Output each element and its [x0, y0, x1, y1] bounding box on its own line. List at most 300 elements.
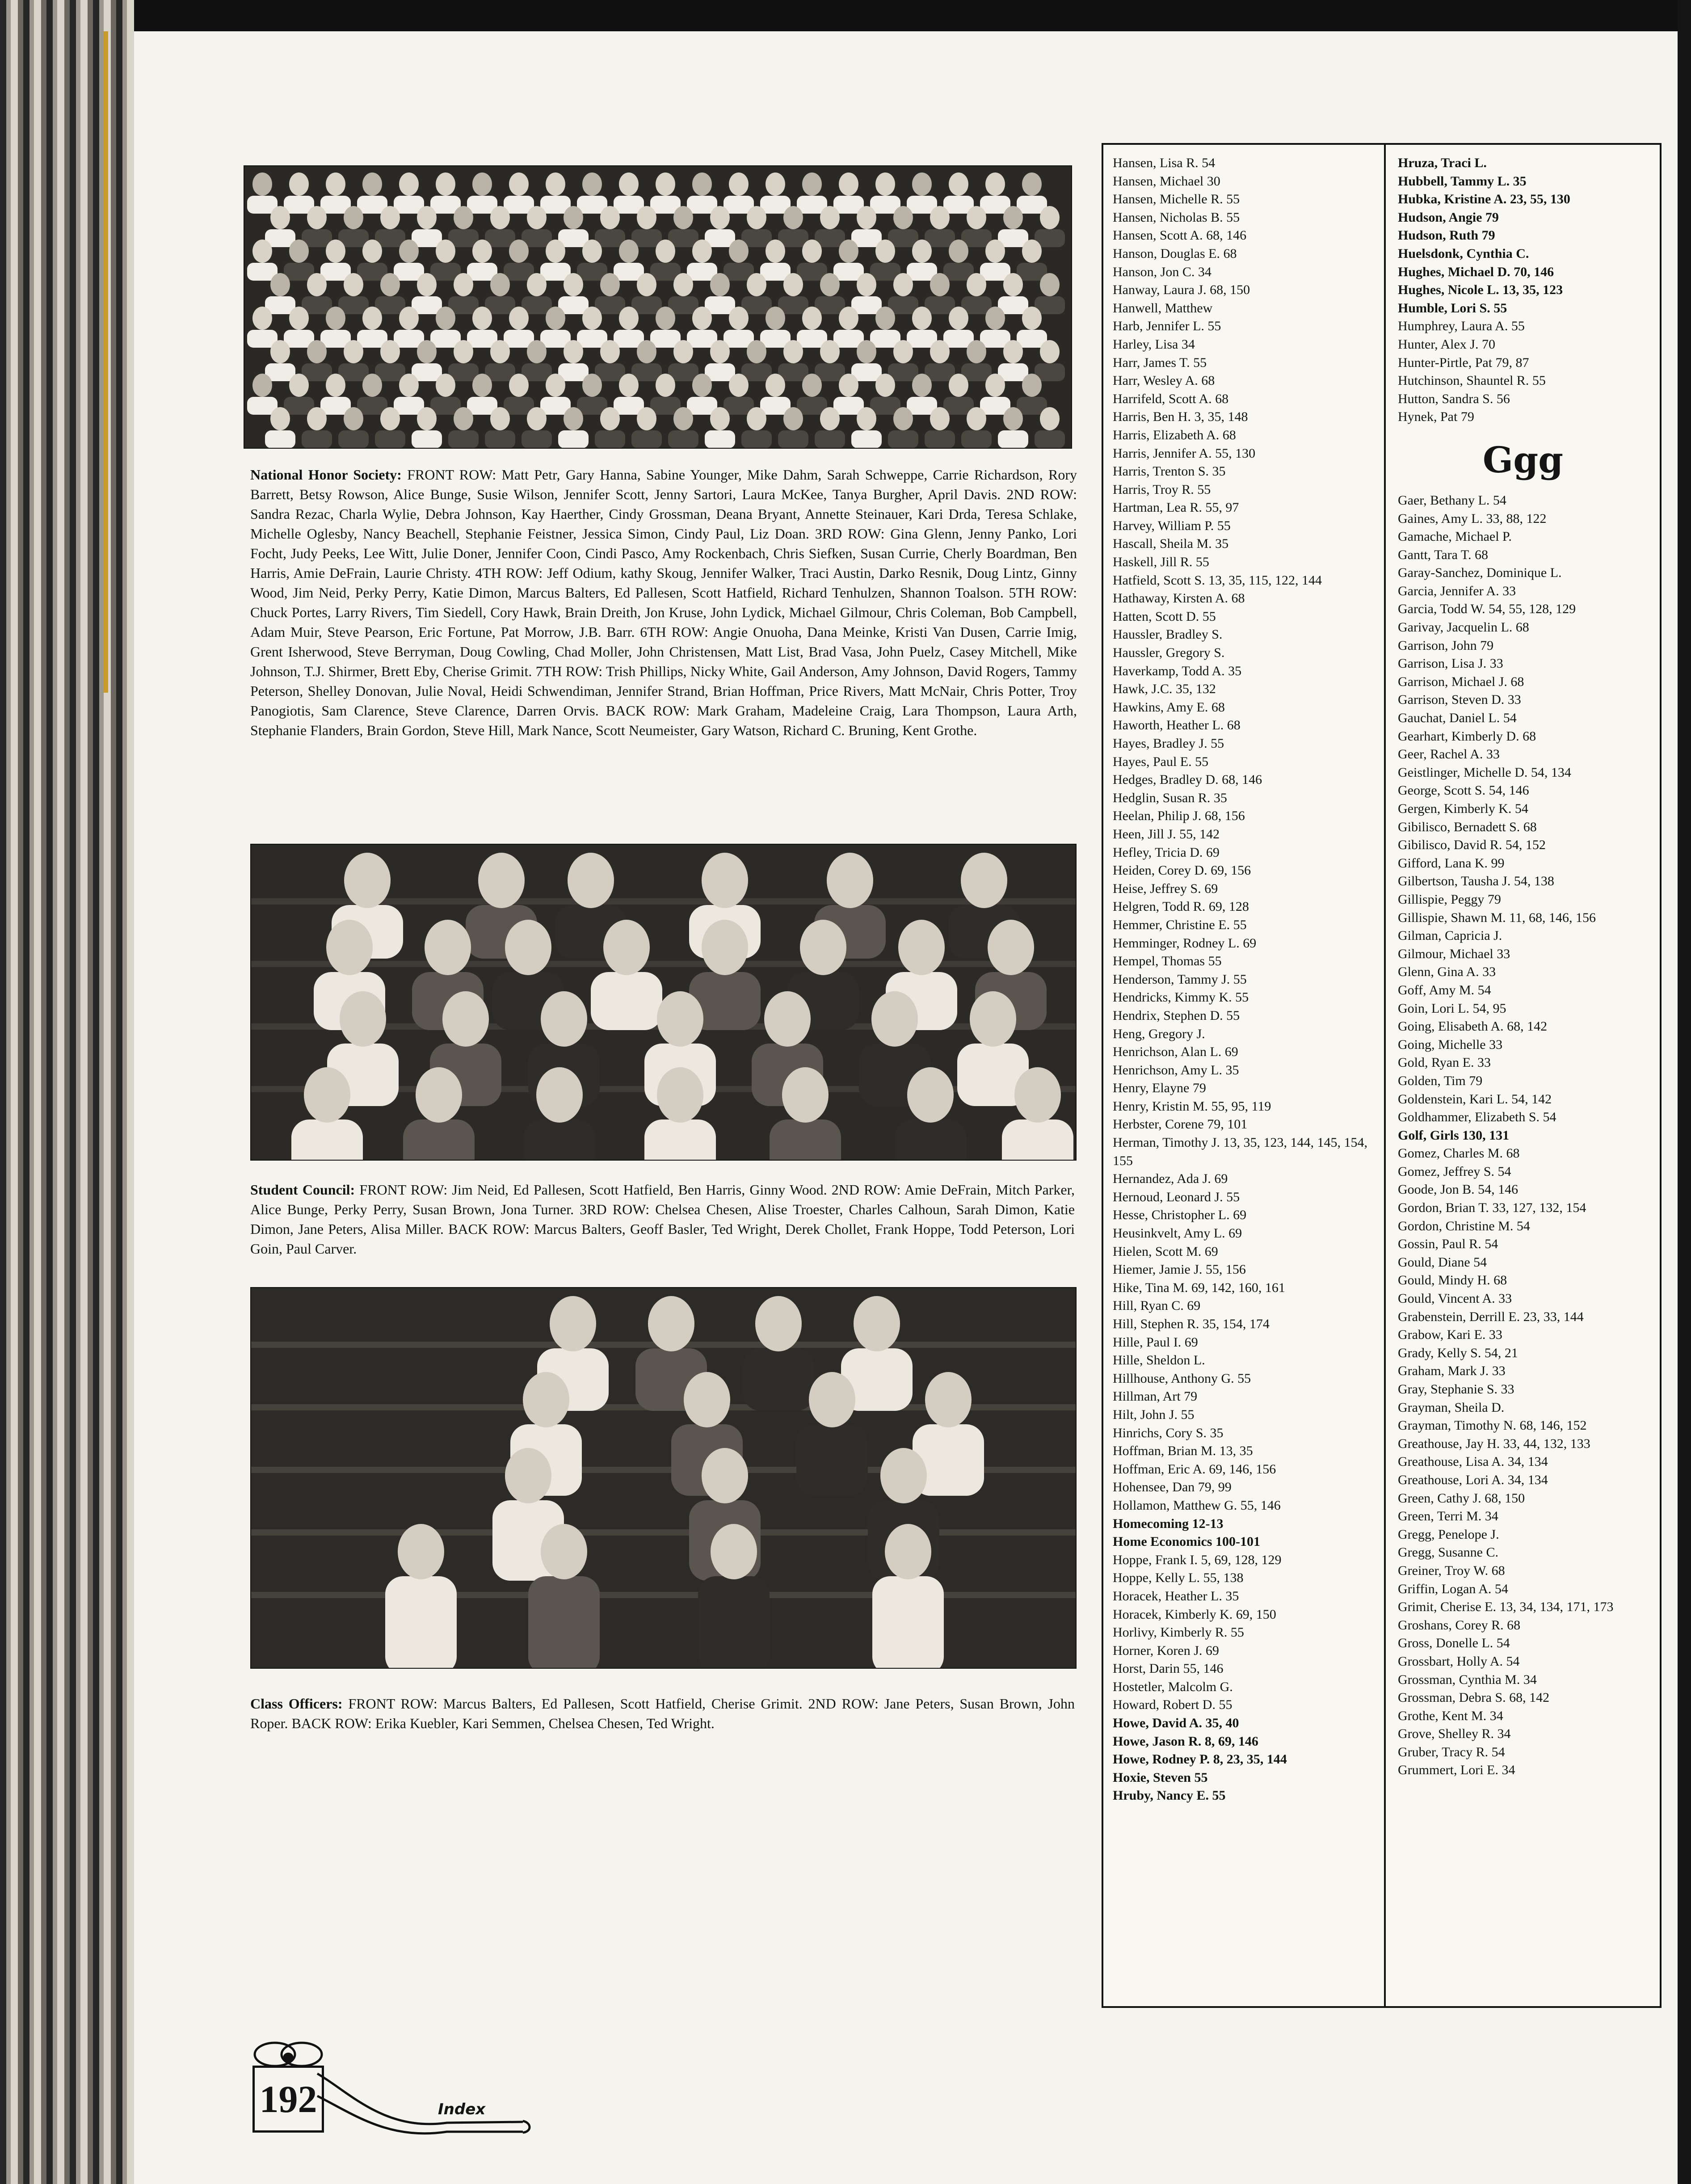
index-entry: Hille, Paul I. 69: [1113, 1334, 1198, 1350]
index-entry: Hatfield, Scott S. 13, 35, 115, 122, 144: [1113, 572, 1322, 588]
index-entry: Gruber, Tracy R. 54: [1398, 1744, 1505, 1759]
student-head: [619, 374, 639, 397]
student-head: [454, 340, 473, 363]
index-entry: Gantt, Tara T. 68: [1398, 547, 1489, 562]
student-head: [692, 374, 712, 397]
student-head: [657, 991, 703, 1047]
index-entry: Gordon, Brian T. 33, 127, 132, 154: [1398, 1200, 1586, 1216]
index-entry: Henderson, Tammy J. 55: [1113, 972, 1247, 987]
student-head: [857, 407, 876, 430]
student-head: [985, 240, 1005, 263]
index-entry: Hayes, Bradley J. 55: [1113, 736, 1224, 751]
index-entry: Hawk, J.C. 35, 132: [1113, 682, 1216, 697]
index-entry: Hayes, Paul E. 55: [1113, 754, 1209, 769]
index-entry: Hudson, Angie 79: [1398, 210, 1499, 225]
student-head: [490, 273, 510, 296]
student-head: [582, 173, 602, 196]
student-body: [302, 430, 332, 448]
student-body: [528, 1576, 600, 1668]
student-head: [857, 340, 876, 363]
student-body: [888, 430, 918, 448]
index-entry: Geer, Rachel A. 33: [1398, 747, 1500, 762]
student-head: [600, 273, 620, 296]
student-head: [930, 407, 950, 430]
student-head: [766, 374, 785, 397]
index-entry: Hansen, Michael 30: [1113, 173, 1220, 189]
letter-heading-g: Ggg: [1482, 438, 1564, 481]
student-head: [967, 340, 986, 363]
index-column-1: [1113, 154, 1376, 1805]
student-head: [729, 374, 749, 397]
index-entry: Goldenstein, Kari L. 54, 142: [1398, 1091, 1552, 1107]
index-entry: Gould, Diane 54: [1398, 1254, 1487, 1270]
index-entry: Harb, Jennifer L. 55: [1113, 319, 1221, 334]
student-head: [783, 206, 803, 229]
index-entry: Gilbertson, Tausha J. 54, 138: [1398, 874, 1554, 889]
student-body: [524, 1119, 595, 1160]
student-head: [362, 374, 382, 397]
index-entry: Hutton, Sandra S. 56: [1398, 391, 1510, 406]
index-entry: Gould, Mindy H. 68: [1398, 1273, 1507, 1288]
student-head: [454, 407, 473, 430]
student-head: [637, 407, 656, 430]
student-head: [875, 374, 895, 397]
index-entry: Hutchinson, Shauntel R. 55: [1398, 373, 1546, 388]
student-body: [705, 430, 735, 448]
student-head: [326, 307, 345, 330]
student-head: [802, 374, 822, 397]
index-entry: Hill, Stephen R. 35, 154, 174: [1113, 1317, 1270, 1331]
index-entry: Goode, Jon B. 54, 146: [1398, 1182, 1519, 1197]
index-entry: Hedges, Bradley D. 68, 146: [1113, 772, 1262, 787]
index-entry: Hernandez, Ada J. 69: [1113, 1171, 1228, 1187]
student-head: [619, 307, 639, 330]
index-entry: Henry, Kristin M. 55, 95, 119: [1113, 1098, 1271, 1114]
index-entry: Hostetler, Malcolm G.: [1113, 1679, 1233, 1694]
index-entry: Goin, Lori L. 54, 95: [1398, 1001, 1506, 1016]
student-body: [291, 1119, 363, 1160]
group-photo-council: [251, 845, 1076, 1160]
student-head: [967, 206, 986, 229]
student-body: [796, 1424, 868, 1496]
student-body: [961, 430, 992, 448]
student-head: [875, 307, 895, 330]
student-head: [839, 240, 858, 263]
index-entry: Golden, Tim 79: [1398, 1073, 1483, 1088]
caption-officers-heading: Class Officers:: [250, 1696, 343, 1712]
student-head: [692, 307, 712, 330]
student-body: [375, 430, 405, 448]
index-entry: Hillhouse, Anthony G. 55: [1113, 1371, 1251, 1386]
student-head: [527, 206, 547, 229]
student-head: [564, 407, 583, 430]
student-head: [252, 240, 272, 263]
index-entry: Haussler, Gregory S.: [1113, 645, 1225, 661]
index-entry: Horlivy, Kimberly R. 55: [1113, 1625, 1244, 1640]
student-head: [289, 307, 309, 330]
index-entry: Haworth, Heather L. 68: [1113, 718, 1241, 733]
index-entry: Haverkamp, Todd A. 35: [1113, 663, 1242, 678]
ribbon-icon: [313, 2065, 536, 2136]
student-head: [399, 240, 419, 263]
student-head: [490, 407, 510, 430]
index-entry: Henry, Elayne 79: [1113, 1081, 1206, 1096]
student-head: [930, 206, 950, 229]
student-head: [930, 273, 950, 296]
index-entry: Greathouse, Lisa A. 34, 134: [1398, 1454, 1548, 1469]
index-entry: Greathouse, Jay H. 33, 44, 132, 133: [1398, 1436, 1590, 1451]
student-head: [820, 206, 840, 229]
footer-index-label: Index: [438, 2100, 486, 2118]
student-head: [399, 374, 419, 397]
index-entry: Gaines, Amy L. 33, 88, 122: [1398, 511, 1547, 526]
student-head: [289, 374, 309, 397]
student-head: [454, 273, 473, 296]
student-head: [380, 407, 400, 430]
index-entry: Gold, Ryan E. 33: [1398, 1055, 1491, 1070]
student-head: [568, 853, 614, 908]
student-body: [595, 430, 625, 448]
index-entry: Hughes, Michael D. 70, 146: [1398, 264, 1554, 279]
index-entry: Harris, Trenton S. 35: [1113, 464, 1226, 479]
student-head: [880, 1448, 927, 1503]
index-entry: Gauchat, Daniel L. 54: [1398, 711, 1517, 726]
student-head: [326, 173, 345, 196]
index-entry: Hemminger, Rodney L. 69: [1113, 935, 1257, 951]
index-entry: Hollamon, Matthew G. 55, 146: [1113, 1498, 1281, 1513]
page-edge-gold: [104, 31, 108, 693]
student-head: [710, 407, 730, 430]
student-head: [783, 273, 803, 296]
index-entry: Hanway, Laura J. 68, 150: [1113, 282, 1250, 298]
student-head: [546, 173, 565, 196]
index-entry: Hempel, Thomas 55: [1113, 954, 1222, 969]
student-head: [417, 340, 437, 363]
student-head: [252, 374, 272, 397]
student-head: [252, 173, 272, 196]
student-head: [340, 991, 386, 1047]
student-head: [871, 991, 918, 1047]
index-entry: Harr, James T. 55: [1113, 355, 1207, 370]
student-head: [802, 240, 822, 263]
student-head: [564, 340, 583, 363]
student-head: [436, 374, 455, 397]
student-head: [454, 206, 473, 229]
index-entry: Gilman, Capricia J.: [1398, 928, 1502, 943]
student-body: [385, 1576, 457, 1668]
student-body: [522, 430, 552, 448]
student-head: [684, 1372, 730, 1427]
student-head: [472, 374, 492, 397]
student-head: [985, 307, 1005, 330]
student-head: [949, 374, 968, 397]
index-entry: Hubbell, Tammy L. 35: [1398, 173, 1527, 189]
student-head: [930, 340, 950, 363]
student-head: [839, 173, 858, 196]
student-head: [839, 374, 858, 397]
index-entry: Hedglin, Susan R. 35: [1113, 790, 1227, 805]
student-head: [766, 240, 785, 263]
index-entry: Grayman, Timothy N. 68, 146, 152: [1398, 1418, 1587, 1433]
index-entry: Horacek, Kimberly K. 69, 150: [1113, 1607, 1276, 1622]
index-entry: Hubka, Kristine A. 23, 55, 130: [1398, 192, 1570, 207]
index-entry: Helgren, Todd R. 69, 128: [1113, 899, 1249, 914]
student-body: [998, 430, 1028, 448]
index-entry: Hansen, Nicholas B. 55: [1113, 210, 1240, 225]
index-entry: Heusinkvelt, Amy L. 69: [1113, 1226, 1242, 1241]
index-entry: Gordon, Christine M. 54: [1398, 1218, 1530, 1233]
student-head: [673, 407, 693, 430]
index-entry: Hesse, Christopher L. 69: [1113, 1208, 1247, 1223]
index-entry: Glenn, Gina A. 33: [1398, 964, 1496, 980]
caption-nhs-text: FRONT ROW: Matt Petr, Gary Hanna, Sabine Younger, Mike Dahm, Sarah Schweppe, Carrie Richardson, Rory Barrett, Betsy Rowson, Alice Bunge, Susie Wilson, Jennifer Scott, Jenny Sartori, Laura McKee, Tanya Burgher, April Davis. 2ND ROW: Sandra Rezac, Charla Wylie, Debra Johnson, Kay Haerther, Cindy Grossman, Deana Bryant, Annette Steinauer, Kari Drda, Teresa Schlake, Michelle Oglesby, Nancy Beachell, Stephanie Feistner, Jessica Simon, Cindy Paul, Liz Doan. 3RD ROW: Gina Glenn, Jenny Panko, Lori Focht, Judy Peeks, Lee Witt, Julie Doner, Jennifer Coon, Cindi Pasco, Amy Rockenbach, Chris Siefken, Susan Currie, Cherly Boardman, Ben Harris, Amie DeFrain, Laurie Christy. 4TH ROW: Jeff Odium, kathy Skoug, Jennifer Walker, Traci Austin, Darko Resnik, Doug Lintz, Ginny Wood, Jim Neid, Perky Perry, Katie Dimon, Marcus Balters, Ed Pallesen, Scott Hatfield, Richard Tenhulzen, Shannon Toalson. 5TH ROW: Chuck Portes, Larry Rivers, Tim Siedell, Cory Hawk, Brain Dreith, Jon Kruse, John Lydick, Michael Gilmour, Chris Coleman, Bob Campbell, Adam Muir, Steve Pearson, Eric Fortune, Pat Morrow, J.B. Barr. 6TH ROW: Angie Onuoha, Dana Meinke, Kristi Van Dusen, Carrie Imig, Grent Isherwood, Steve Berryman, Doug Cowling, Chad Moller, John Christensen, Matt List, Brad Vasa, John Puelz, Casey Mitchell, Mike Johnson, T.J. Shirmer, Brett Eby, Cherise Grimit. 7TH ROW: Trish Phillips, Nicky White, Gail Anderson, Amy Johnson, David Rogers, Tammy Peterson, Shelley Donovan, Julie Noval, Heidi Schwendiman, Jennifer Strand, Brian Hoffman, Price Rivers, Matt McNair, Chris Potter, Troy Panogiotis, Sam Clarence, Steve Clarence, Darren Orvis. BACK ROW: Mark Graham, Madeleine Craig, Lara Thompson, Laura Arth, Stephanie Flanders, Brain Gordon, Steve Hill, Mark Nance, Scott Neumeister, Gary Watson, Richard C. Bruning, Kent Grothe.: [250, 467, 1077, 738]
index-entry: Goff, Amy M. 54: [1398, 982, 1491, 997]
student-head: [783, 407, 803, 430]
student-head: [766, 307, 785, 330]
student-head: [673, 340, 693, 363]
index-entry: Gomez, Jeffrey S. 54: [1398, 1164, 1511, 1179]
student-head: [546, 240, 565, 263]
student-head: [523, 1372, 569, 1427]
index-entry: Grothe, Kent M. 34: [1398, 1708, 1503, 1723]
index-entry: Harley, Lisa 34: [1113, 337, 1195, 352]
student-head: [857, 273, 876, 296]
index-entry: Hohensee, Dan 79, 99: [1113, 1480, 1232, 1495]
index-entry: Groshans, Corey R. 68: [1398, 1617, 1521, 1633]
index-entry: George, Scott S. 54, 146: [1398, 783, 1529, 798]
student-head: [564, 273, 583, 296]
index-entry: Hruby, Nancy E. 55: [1113, 1788, 1226, 1803]
student-head: [747, 273, 766, 296]
student-body: [815, 430, 845, 448]
student-body: [448, 430, 479, 448]
index-entry: Goldhammer, Elizabeth S. 54: [1398, 1110, 1556, 1125]
student-head: [970, 991, 1016, 1047]
index-entry: Graham, Mark J. 33: [1398, 1363, 1506, 1379]
index-entry: Haskell, Jill R. 55: [1113, 555, 1209, 570]
student-head: [893, 206, 913, 229]
student-head: [857, 206, 876, 229]
student-head: [417, 407, 437, 430]
student-head: [782, 1067, 829, 1123]
index-entry: Harvey, William P. 55: [1113, 518, 1231, 533]
student-head: [710, 273, 730, 296]
student-head: [541, 1524, 587, 1579]
student-head: [1014, 1067, 1061, 1123]
student-body: [591, 972, 662, 1030]
index-entry: Grove, Shelley R. 34: [1398, 1726, 1511, 1742]
index-entry: Garrison, Steven D. 33: [1398, 692, 1521, 707]
index-entry: Going, Elisabeth A. 68, 142: [1398, 1019, 1548, 1034]
student-head: [1040, 407, 1060, 430]
index-entry: Harrifeld, Scott A. 68: [1113, 391, 1229, 406]
student-head: [344, 273, 363, 296]
student-head: [729, 240, 749, 263]
student-head: [362, 240, 382, 263]
student-head: [656, 240, 675, 263]
student-head: [344, 407, 363, 430]
index-entry: Hoffman, Eric A. 69, 146, 156: [1113, 1461, 1276, 1477]
index-entry: Gillispie, Peggy 79: [1398, 892, 1501, 907]
index-entry: Hathaway, Kirsten A. 68: [1113, 591, 1245, 606]
index-entry: Hughes, Nicole L. 13, 35, 123: [1398, 282, 1563, 298]
student-head: [657, 1067, 703, 1123]
book-binding: [0, 0, 134, 2184]
student-body: [558, 430, 589, 448]
student-head: [600, 340, 620, 363]
index-entry: Gross, Donelle L. 54: [1398, 1636, 1510, 1651]
index-entry: Humphrey, Laura A. 55: [1398, 319, 1525, 334]
student-head: [505, 920, 551, 975]
binding-top-edge: [0, 0, 1691, 31]
student-head: [478, 853, 525, 908]
student-head: [1022, 374, 1042, 397]
student-head: [692, 173, 712, 196]
student-head: [827, 853, 873, 908]
student-head: [417, 273, 437, 296]
index-entry: Howe, Rodney P. 8, 23, 35, 144: [1113, 1752, 1287, 1767]
student-head: [898, 920, 945, 975]
student-head: [619, 240, 639, 263]
index-column-divider: [1384, 143, 1386, 2007]
index-entry: Gamache, Michael P.: [1398, 529, 1512, 544]
student-head: [710, 206, 730, 229]
index-entry: Gergen, Kimberly K. 54: [1398, 801, 1528, 816]
index-entry: Henrichson, Amy L. 35: [1113, 1062, 1239, 1077]
index-entry: Heen, Jill J. 55, 142: [1113, 826, 1220, 842]
student-head: [425, 920, 471, 975]
student-head: [509, 307, 529, 330]
index-entry: Hilt, John J. 55: [1113, 1407, 1195, 1422]
student-head: [442, 991, 489, 1047]
student-head: [1003, 273, 1023, 296]
student-head: [1003, 407, 1023, 430]
index-entry: Hoppe, Frank I. 5, 69, 128, 129: [1113, 1552, 1282, 1567]
student-head: [893, 340, 913, 363]
index-entry: Green, Cathy J. 68, 150: [1398, 1490, 1525, 1506]
student-head: [1022, 240, 1042, 263]
student-head: [380, 273, 400, 296]
student-head: [600, 407, 620, 430]
student-head: [289, 240, 309, 263]
student-head: [416, 1067, 462, 1123]
student-head: [582, 240, 602, 263]
student-head: [907, 1067, 954, 1123]
group-photo-nhs-crowd: [244, 166, 1071, 448]
student-body: [631, 430, 662, 448]
student-head: [505, 1448, 551, 1503]
binding-right-edge: [1678, 0, 1691, 2184]
student-head: [1040, 206, 1060, 229]
student-body: [644, 1119, 716, 1160]
index-entry: Hielen, Scott M. 69: [1113, 1244, 1218, 1259]
student-head: [307, 206, 327, 229]
student-head: [747, 407, 766, 430]
index-entry: Hunter-Pirtle, Pat 79, 87: [1398, 355, 1529, 370]
index-entry: Herbster, Corene 79, 101: [1113, 1117, 1248, 1132]
index-entry: Gillispie, Shawn M. 11, 68, 146, 156: [1398, 910, 1596, 925]
student-head: [637, 273, 656, 296]
student-head: [673, 273, 693, 296]
student-head: [711, 1524, 757, 1579]
student-head: [912, 307, 932, 330]
index-entry: Hartman, Lea R. 55, 97: [1113, 500, 1239, 515]
student-head: [949, 240, 968, 263]
index-entry: Hike, Tina M. 69, 142, 160, 161: [1113, 1280, 1285, 1295]
student-head: [729, 173, 749, 196]
student-head: [472, 173, 492, 196]
index-entry: Griffin, Logan A. 54: [1398, 1581, 1508, 1596]
student-head: [1003, 206, 1023, 229]
student-head: [820, 407, 840, 430]
index-entry: Herman, Timothy J. 13, 35, 123, 144, 145, 154, 155: [1113, 1135, 1368, 1168]
student-head: [656, 307, 675, 330]
student-head: [988, 920, 1034, 975]
student-head: [637, 340, 656, 363]
index-entry: Hruza, Traci L.: [1398, 156, 1487, 170]
index-entry: Gibilisco, Bernadett S. 68: [1398, 819, 1537, 834]
student-head: [304, 1067, 350, 1123]
student-head: [755, 1296, 802, 1351]
student-head: [809, 1372, 855, 1427]
index-entry: Henrichson, Alan L. 69: [1113, 1044, 1238, 1060]
index-entry: Hatten, Scott D. 55: [1113, 609, 1216, 624]
student-head: [546, 307, 565, 330]
student-head: [564, 206, 583, 229]
index-entry: Golf, Girls 130, 131: [1398, 1128, 1510, 1143]
index-entry: Hille, Sheldon L.: [1113, 1353, 1205, 1368]
student-head: [692, 240, 712, 263]
student-head: [398, 1524, 444, 1579]
student-head: [509, 374, 529, 397]
student-head: [820, 273, 840, 296]
index-entry: Hansen, Michelle R. 55: [1113, 192, 1240, 207]
index-entry: Garrison, John 79: [1398, 638, 1494, 653]
index-entry: Harris, Troy R. 55: [1113, 482, 1211, 497]
index-entry: Home Economics 100-101: [1113, 1534, 1260, 1549]
student-head: [527, 407, 547, 430]
index-entry: Grayman, Sheila D.: [1398, 1400, 1505, 1415]
index-entry: Heiden, Corey D. 69, 156: [1113, 863, 1251, 878]
index-column-2-h-entries: [1398, 154, 1648, 426]
student-head: [925, 1372, 972, 1427]
index-entry: Heelan, Philip J. 68, 156: [1113, 808, 1245, 824]
index-entry: Grossman, Cynthia M. 34: [1398, 1672, 1537, 1687]
student-head: [582, 374, 602, 397]
index-entry: Grabow, Kari E. 33: [1398, 1327, 1502, 1342]
student-head: [802, 173, 822, 196]
index-entry: Howe, David A. 35, 40: [1113, 1716, 1239, 1731]
student-body: [698, 1576, 770, 1668]
index-entry: Hanwell, Matthew: [1113, 300, 1213, 316]
student-body: [743, 1348, 814, 1411]
index-entry: Horst, Darin 55, 146: [1113, 1661, 1224, 1676]
caption-student-council: [250, 1180, 1075, 1258]
student-head: [509, 173, 529, 196]
index-entry: Hanson, Jon C. 34: [1113, 264, 1211, 279]
student-head: [490, 340, 510, 363]
index-entry: Humble, Lori S. 55: [1398, 300, 1507, 316]
student-head: [839, 307, 858, 330]
student-head: [875, 240, 895, 263]
student-head: [307, 407, 327, 430]
student-head: [417, 206, 437, 229]
student-body: [403, 1119, 475, 1160]
index-entry: Gossin, Paul R. 54: [1398, 1237, 1498, 1252]
student-head: [875, 173, 895, 196]
group-photo-officers: [251, 1288, 1076, 1668]
student-head: [702, 1448, 748, 1503]
